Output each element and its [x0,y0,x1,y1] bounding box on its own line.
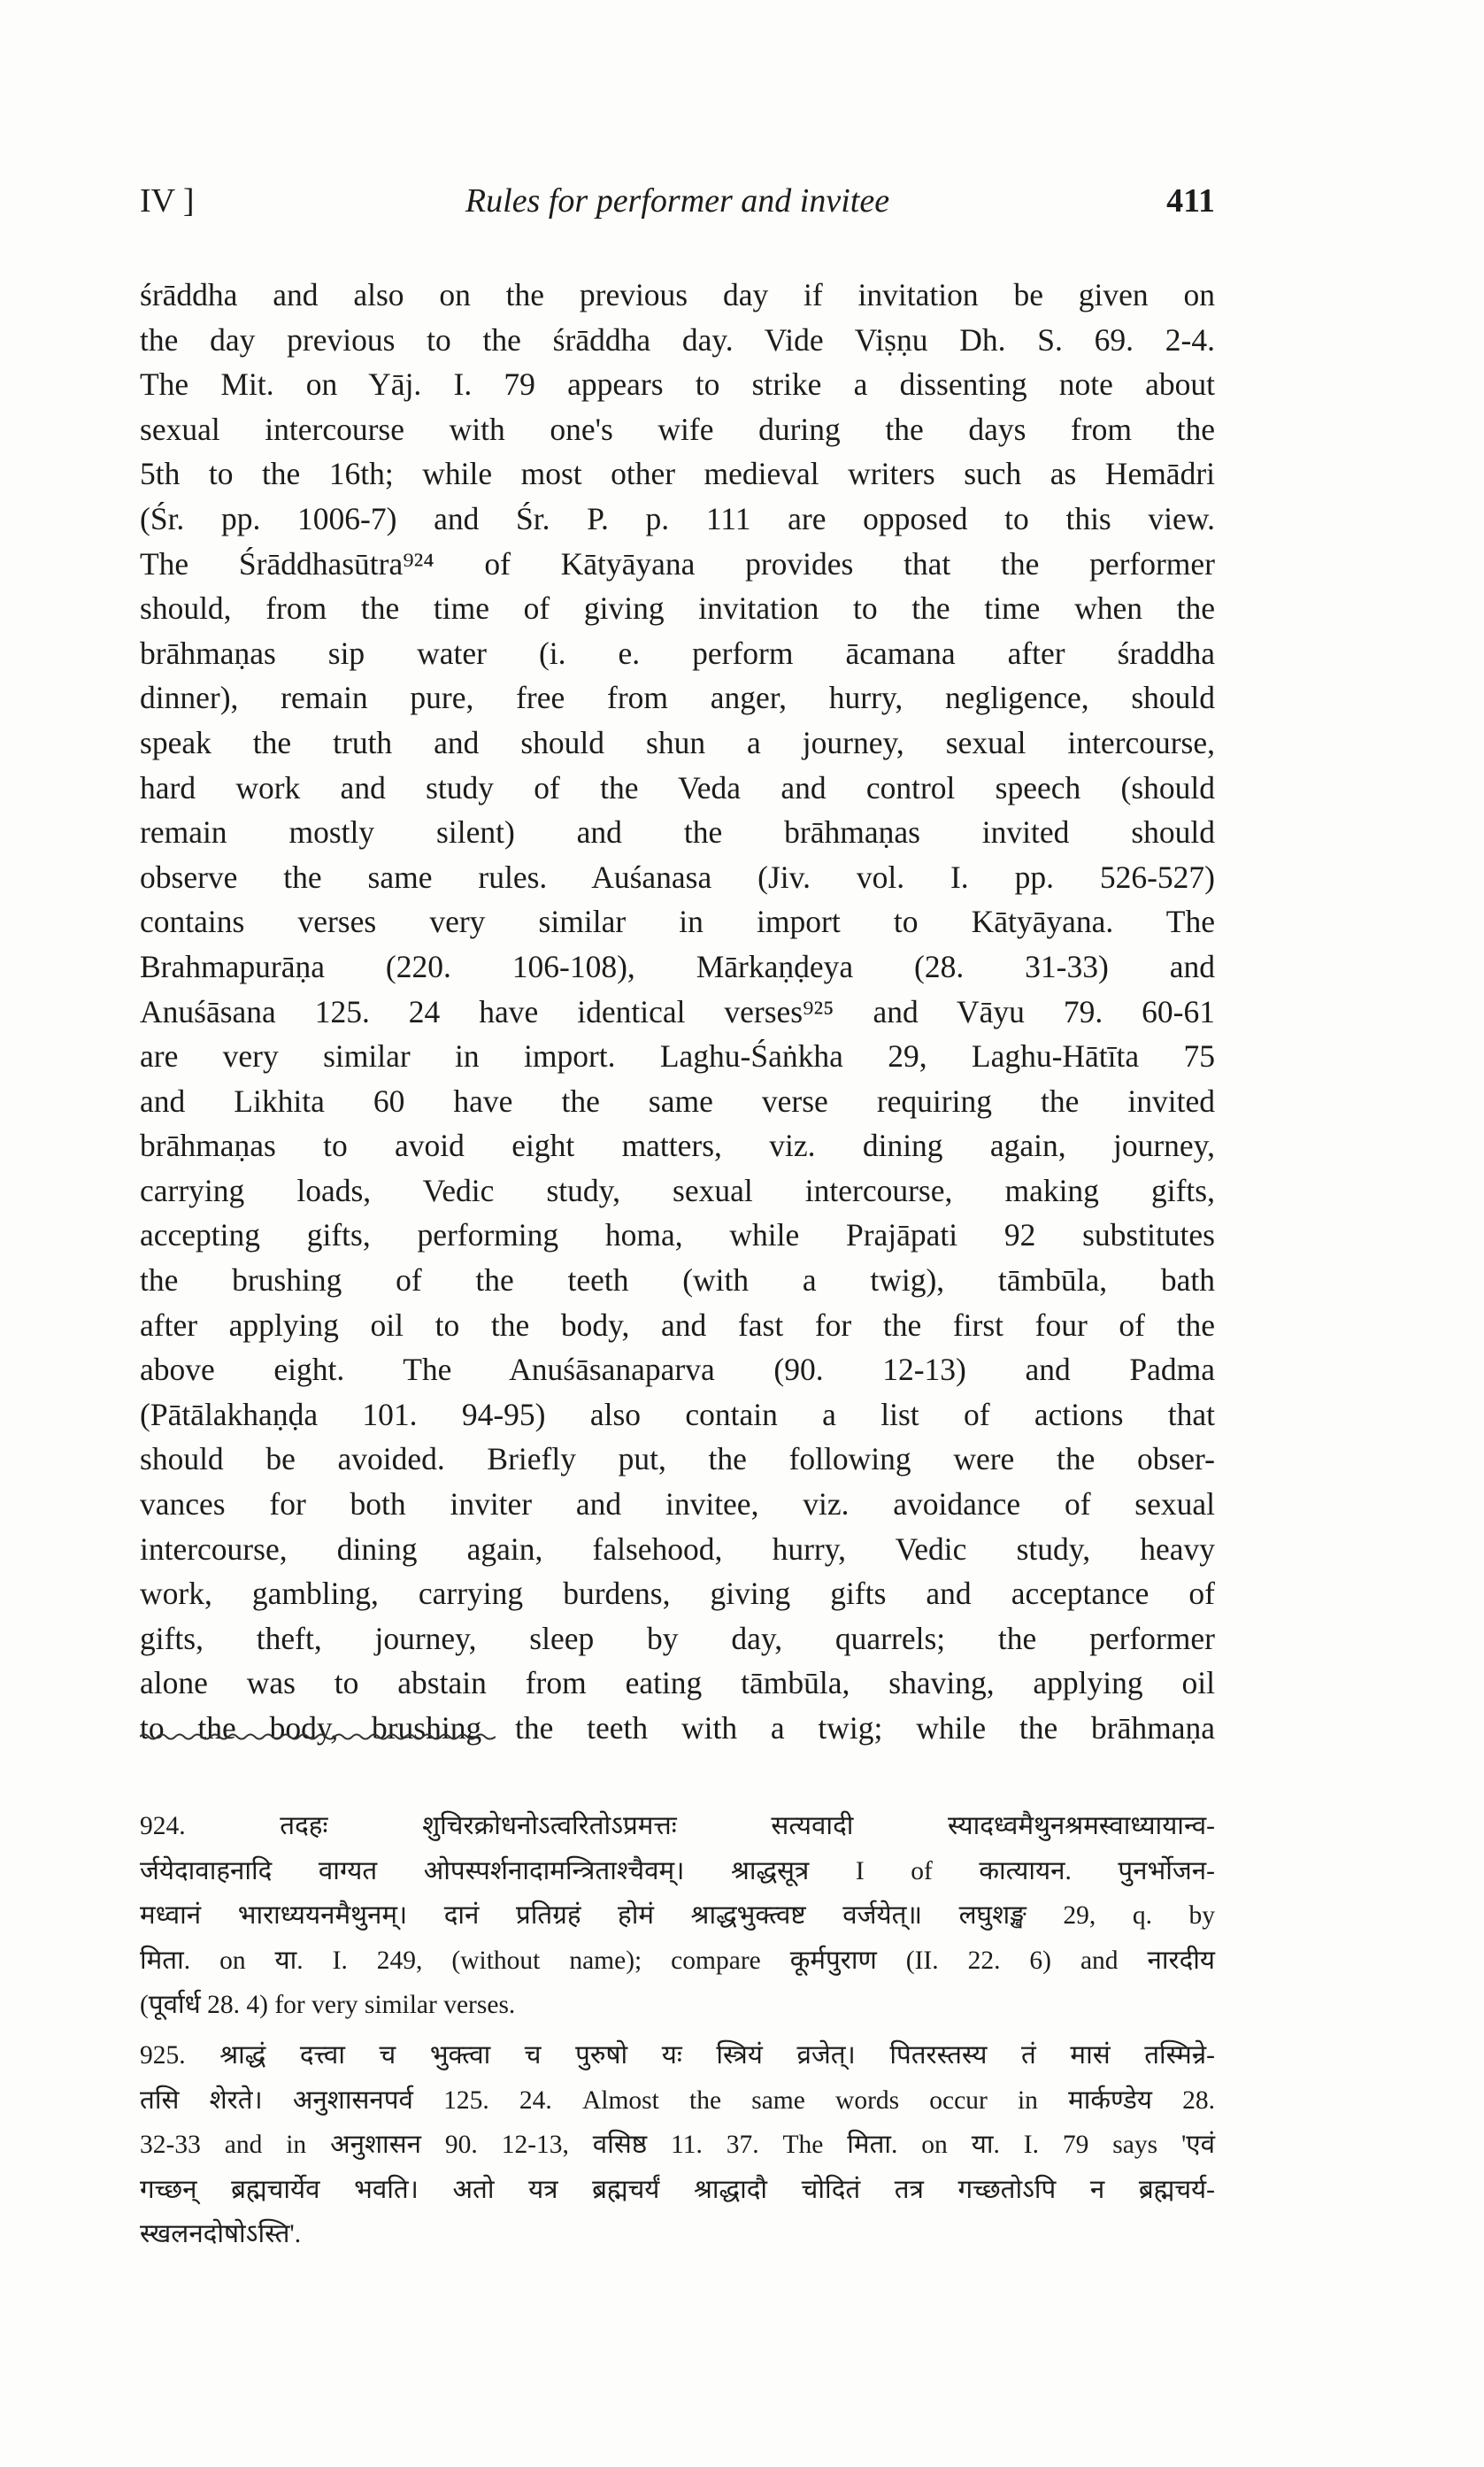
text-line: (Pātālakhaṇḍa 101. 94-95) also contain a list of actions that [140,1396,1215,1432]
text-line: carrying loads, Vedic study, sexual intercourse, making gifts, [140,1172,1215,1208]
text-line: accepting gifts, performing homa, while Prajāpati 92 substitutes [140,1217,1215,1253]
text-line: The Mit. on Yāj. I. 79 appears to strike a dissenting note about [140,366,1215,403]
text-line: Brahmapurāṇa (220. 106-108), Mārkaṇḍeya (28. 31-33) and [140,948,1215,984]
text-line: The Śrāddhasūtra⁹²⁴ of Kātyāyana provides that the performer [140,545,1215,582]
footnote-line: स्खलनदोषोऽस्ति'. [140,2220,302,2249]
page-number: 411 [1166,182,1215,220]
text-line: alone was to abstain from eating tāmbūla, shaving, applying oil [140,1665,1215,1701]
footnote-line: मिता. on या. I. 249, (without name); compare कूर्मपुराण (II. 22. 6) and नारदीय [140,1946,1215,1975]
text-line: the day previous to the śrāddha day. Vide Viṣṇu Dh. S. 69. 2-4. [140,321,1215,358]
text-line: brāhmaṇas to avoid eight matters, viz. dining again, journey, [140,1128,1215,1164]
text-line: vances for both inviter and invitee, viz. avoidance of sexual [140,1486,1215,1523]
main-text [140,273,1215,1751]
text-line: work, gambling, carrying burdens, giving gifts and acceptance of [140,1576,1215,1612]
footnote-line: 925. श्राद्धं दत्त्वा च भुक्त्वा च पुरुषो यः स्त्रियं व्रजेत्। पितरस्तस्य तं मासं तस्मिन्रे- [140,2040,1215,2070]
footnote-line: 924. तदहः शुचिरक्रोधनोऽत्वरितोऽप्रमत्तः सत्यवादी स्यादध्वमैथुनश्रमस्वाध्यायान्व- [140,1812,1215,1840]
footnote-line: गच्छन् ब्रह्मचार्येव भवति। अतो यत्र ब्रह्मचर्यं श्राद्धादौ चोदितं तत्र गच्छतोऽपि न ब्रह्मचर्य- [140,2175,1215,2204]
text-line: observe the same rules. Auśanasa (Jiv. vol. I. pp. 526-527) [140,859,1215,895]
running-title: Rules for performer and invitee [465,182,890,220]
text-line: should be avoided. Briefly put, the following were the obser- [140,1441,1215,1477]
text-line: contains verses very similar in import to Kātyāyana. The [140,904,1215,940]
text-line: after applying oil to the body, and fast for the first four of the [140,1307,1215,1343]
footnote-line: (पूर्वार्ध 28. 4) for very similar verses. [140,1991,516,2020]
text-line: sexual intercourse with one's wife during the days from the [140,411,1215,447]
text-line: śrāddha and also on the previous day if invitation be given on [140,277,1215,312]
chapter-marker: IV ] [140,182,195,220]
text-line: (Śr. pp. 1006-7) and Śr. P. p. 111 are opposed to this view. [140,500,1215,536]
text-line: Anuśāsana 125. 24 have identical verses⁹²⁵ and Vāyu 79. 60-61 [140,993,1215,1029]
text-line: speak the truth and should shun a journey, sexual intercourse, [140,724,1215,760]
text-line: gifts, theft, journey, sleep by day, quarrels; the performer [140,1620,1215,1656]
footnote-line: 32-33 and in अनुशासन 90. 12-13, वसिष्ठ 11. 37. The मिता. on या. I. 79 says 'एवं [140,2131,1215,2160]
text-line: brāhmaṇas sip water (i. e. perform ācamana after śraddha [140,635,1215,671]
text-line: 5th to the 16th; while most other medieval writers such as Hemādri [140,456,1215,492]
footnote-924 [140,1806,1215,2030]
footnote-separator [140,1731,496,1743]
text-line: should, from the time of giving invitation to the time when the [140,590,1215,627]
text-line: hard work and study of the Veda and control speech (should [140,769,1215,806]
footnote-line: मध्वानं भाराध्ययनमैथुनम्। दानं प्रतिग्रहं होमं श्राद्धभुक्त्वष्ट वर्जयेत्॥ लघुशङ्ख 29, q. by [140,1901,1215,1931]
text-line: above eight. The Anuśāsanaparva (90. 12-13) and Padma [140,1352,1215,1388]
text-line: and Likhita 60 have the same verse requiring the invited [140,1083,1215,1119]
footnotes [140,1806,1215,2264]
text-line: intercourse, dining again, falsehood, hurry, Vedic study, heavy [140,1530,1215,1567]
text-line: are very similar in import. Laghu-Śaṅkha 29, Laghu-Hātīta 75 [140,1038,1215,1075]
text-line: the brushing of the teeth (with a twig), tāmbūla, bath [140,1262,1215,1299]
running-header [140,181,1215,235]
text-line: dinner), remain pure, free from anger, hurry, negligence, should [140,680,1215,716]
text-line: remain mostly silent) and the brāhmaṇas invited should [140,814,1215,851]
footnote-925 [140,2035,1215,2259]
footnote-line: तसि शेरते। अनुशासनपर्व 125. 24. Almost the same words occur in मार्कण्डेय 28. [140,2085,1215,2115]
footnote-line: र्जयेदावाहनादि वाग्यत ओपस्पर्शनादामन्त्रिताश्चैवम्। श्राद्धसूत्र I of कात्यायन. पुनर्भोजन- [140,1856,1215,1885]
text-line: to the body, brushing the teeth with a twig; while the brāhmaṇa [140,1710,1215,1746]
